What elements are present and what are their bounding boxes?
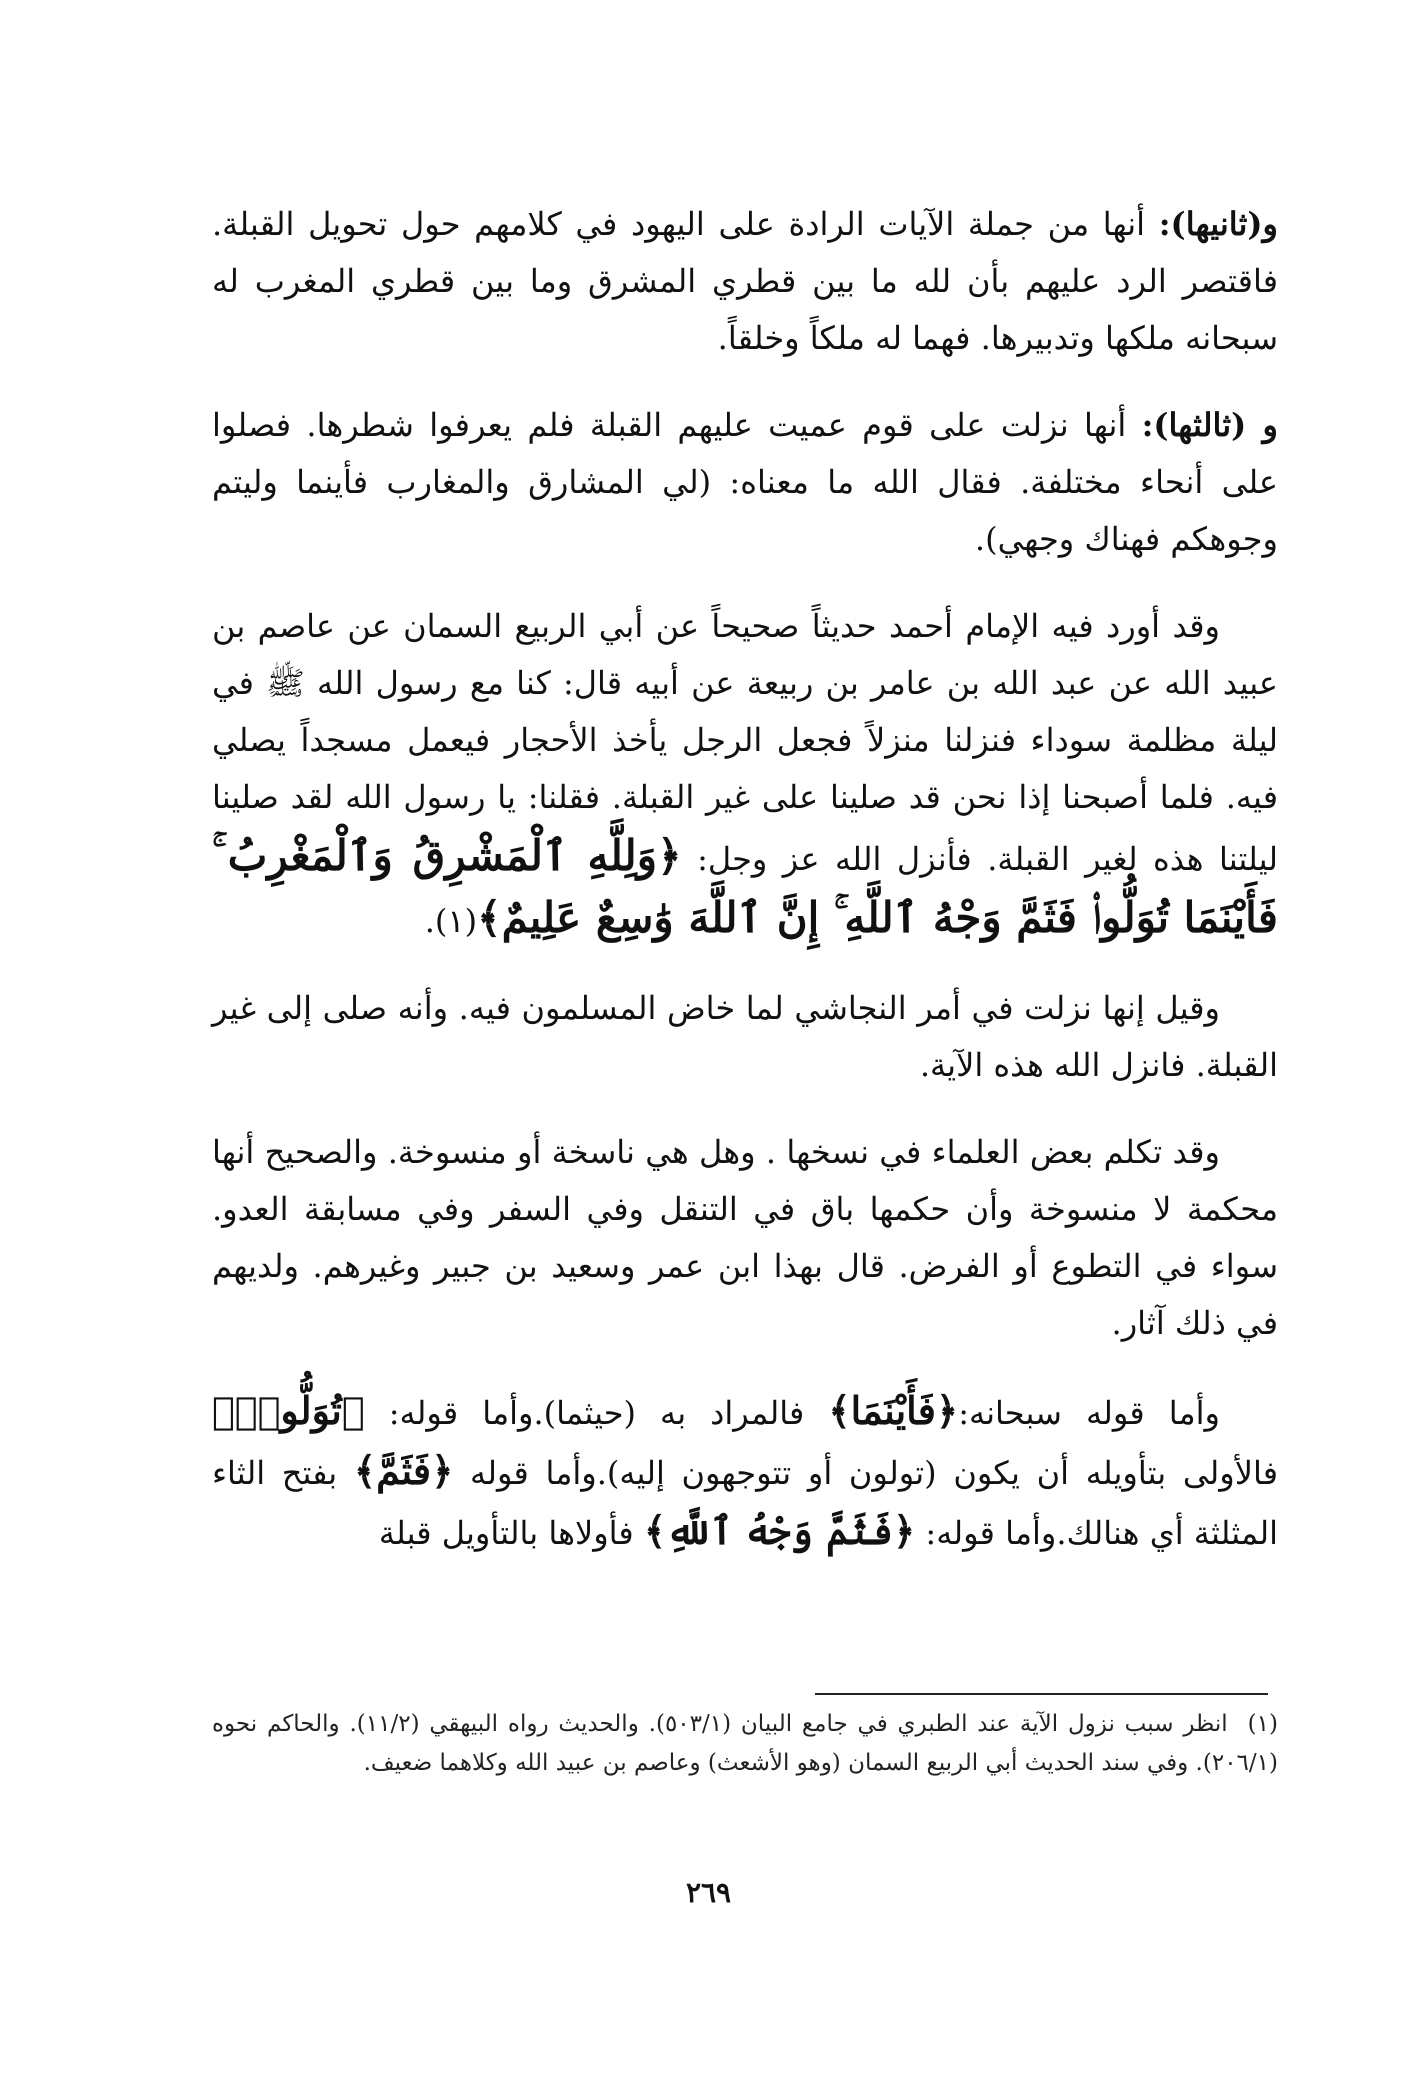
paragraph-text: أنها نزلت على قوم عميت عليهم القبلة فلم يعرفوا شطرها. فصلوا على أنحاء مختلفة. فقال الله ما معناه: (لي المشارق والمغارب فأينما وليتم وجوهكم فهناك وجهي).: [212, 406, 1279, 558]
paragraph-lead: و (ثالثها):: [1141, 406, 1279, 444]
paragraph-text: وقد تكلم بعض العلماء في نسخها . وهل هي ناسخة أو منسوخة. والصحيح أنها محكمة لا منسوخة وأن حكمها باق في التنقل وفي السفر وفي مسابقة العدو. سواء في التطوع أو الفرض. قال بهذا ابن عمر وسعيد بن جبير وغيرهم. ولديهم في ذلك آثار.: [212, 1133, 1279, 1342]
quran-word: ﴿فَثَمَّ وَجْهُ ٱللَّهِ﴾: [643, 1508, 916, 1553]
paragraph-text: فأولاها بالتأويل قبلة: [378, 1514, 644, 1552]
paragraph-lead: و(ثانيها):: [1158, 205, 1278, 243]
paragraph-text: وأما قوله سبحانه:: [958, 1394, 1221, 1432]
footnote-number: (١): [1247, 1711, 1278, 1737]
paragraph-text: وقيل إنها نزلت في أمر النجاشي لما خاض المسلمون فيه. وأنه صلى إلى غير القبلة. فانزل الله هذه الآية.: [212, 989, 1278, 1084]
quran-word: ﴿فَأَيْنَمَا﴾: [828, 1388, 959, 1433]
paragraph-text: أنها من جملة الآيات الرادة على اليهود في كلامهم حول تحويل القبلة. فاقتصر الرد عليهم بأن لله ما بين قطري المشرق وما بين قطري المغرب له سبحانه ملكها وتدبيرها. فهما له ملكاً وخلقاً.: [212, 205, 1279, 357]
paragraph-text: فالأولى بتأويله أن يكون (تولون أو تتوجهون إليه).وأما قوله: [453, 1454, 1279, 1492]
footnote-text: انظر سبب نزول الآية عند الطبري في جامع البيان (٥٠٣/١). والحديث رواه البيهقي (١١/٢). والحاكم نحوه (٢٠٦/١). وفي سند الحديث أبي الربيع السمان (وهو الأشعث) وعاصم بن عبيد الله وكلاهما ضعيف.: [212, 1711, 1278, 1776]
paragraph-third-reason: [212, 397, 1278, 568]
paragraph-text: بفتح الثاء المثلثة أي هنالك.وأما قوله:: [212, 1454, 1278, 1552]
paragraph-text: فالمراد به (حيثما).وأما قوله:: [364, 1394, 829, 1432]
quran-word: ﴿تُوَلُّوا۟﴾: [212, 1388, 365, 1433]
paragraph-najashi: [212, 980, 1278, 1094]
quran-verse: ﴿وَلِلَّهِ ٱلْمَشْرِقُ وَٱلْمَغْرِبُ ۚ فَأَيْنَمَا تُوَلُّوا۟ فَثَمَّ وَجْهُ ٱللَّهِ ۚ إِنَّ ٱللَّهَ وَٰسِعٌ عَلِيمٌ﴾: [212, 831, 1278, 942]
footnotes: [212, 1705, 1278, 1783]
paragraph-second-reason: [212, 196, 1278, 367]
footnote-divider: [815, 1693, 1268, 1695]
footnote-reference: (١).: [424, 902, 478, 940]
paragraph-hadith: [212, 598, 1278, 950]
page-number: ٢٦٩: [685, 1876, 732, 1909]
main-text: [212, 196, 1278, 1592]
quran-word: ﴿فَثَمَّ﴾: [353, 1448, 454, 1493]
paragraph-abrogation: [212, 1124, 1278, 1352]
paragraph-tafsir: [212, 1382, 1278, 1562]
paragraph-text: وقد أورد فيه الإمام أحمد حديثاً صحيحاً عن أبي الربيع السمان عن عاصم بن عبيد الله عن عبد الله بن عامر بن ربيعة عن أبيه قال: كنا مع رسول الله ﷺ في ليلة مظلمة سوداء فنزلنا منزلاً فجعل الرجل يأخذ الأحجار فيعمل مسجداً يصلي فيه. فلما أصبحنا إذا نحن قد صلينا على غير القبلة. فقلنا: يا رسول الله لقد صلينا ليلتنا هذه لغير القبلة. فأنزل الله عز وجل:: [212, 607, 1279, 878]
